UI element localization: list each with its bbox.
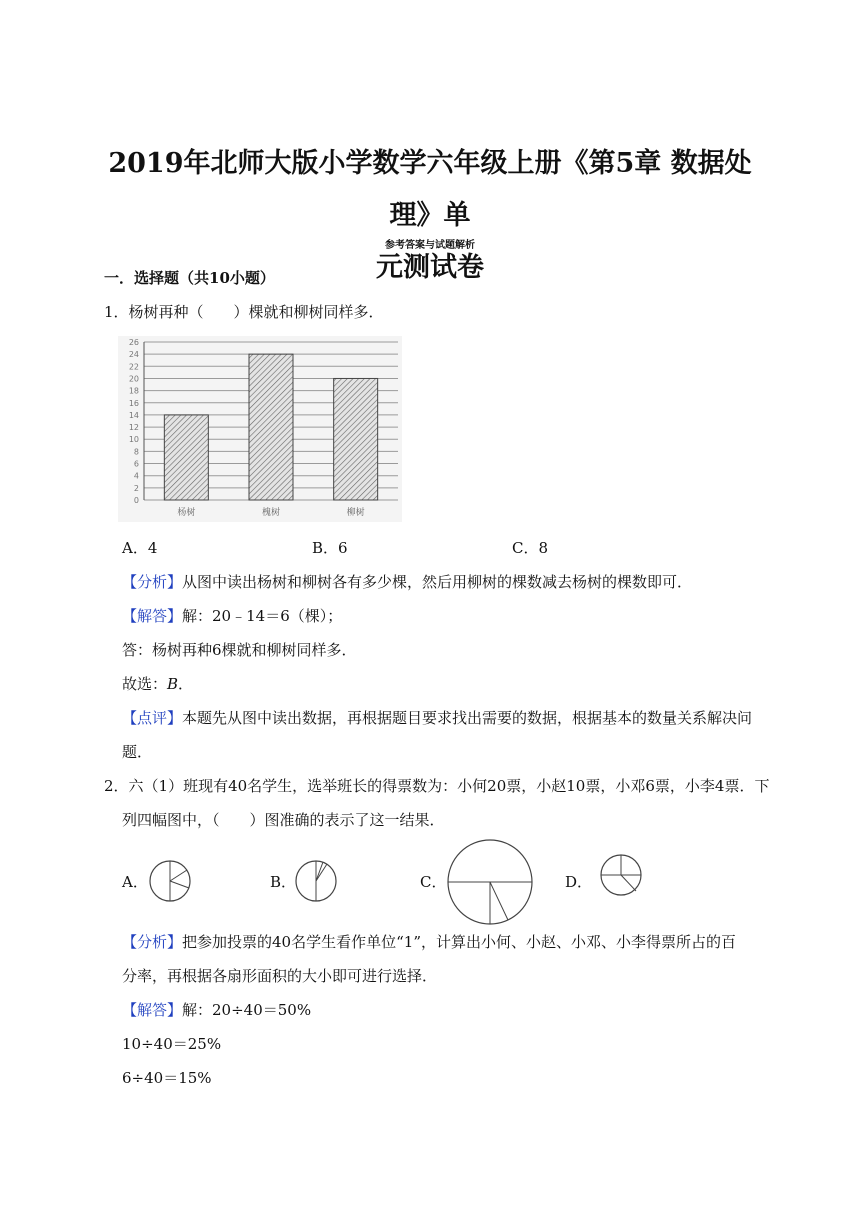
choice-prefix: 故选：	[122, 675, 168, 693]
q2-option-b[interactable]: B．	[270, 873, 297, 891]
y-tick-label: 24	[128, 350, 139, 360]
analysis-tag: 【分析】	[122, 933, 183, 951]
q2-calc-line-1: 10÷40＝25%	[122, 1035, 222, 1053]
q1-choice	[122, 674, 193, 694]
q1-review	[122, 708, 752, 728]
x-tick-label: 柳树	[346, 508, 365, 518]
y-tick-label: 12	[128, 423, 139, 433]
q2-calc-line-2: 6÷40＝15%	[122, 1069, 212, 1087]
solution-tag: 【解答】	[122, 607, 183, 625]
analysis-text: 从图中读出杨树和柳树各有多少棵，然后用柳树的棵数减去杨树的棵数即可．	[182, 573, 693, 591]
y-tick-label: 10	[128, 435, 139, 445]
choice-suffix: ．	[178, 675, 194, 693]
analysis-tag: 【分析】	[122, 573, 183, 591]
pie-option-d-icon[interactable]	[598, 852, 644, 898]
pie-option-b-icon[interactable]	[293, 858, 339, 904]
analysis-text: 把参加投票的40名学生看作单位“1”，计算出小何、小赵、小邓、小李得票所占的百	[182, 933, 736, 951]
solution-tag: 【解答】	[122, 1001, 183, 1019]
q1-option-c[interactable]: C．8	[512, 539, 549, 557]
bar	[334, 378, 378, 500]
y-tick-label: 8	[133, 447, 139, 457]
x-tick-label: 槐树	[261, 508, 281, 518]
q1-answer: 答：杨树再种6棵就和柳树同样多．	[122, 641, 357, 659]
y-tick-label: 14	[128, 410, 139, 420]
q2-analysis-cont: 分率，再根据各扇形面积的大小即可进行选择．	[122, 967, 438, 985]
bar-chart	[118, 336, 402, 522]
solution-text: 解：20÷40＝50%	[182, 1001, 312, 1019]
bar	[164, 415, 208, 500]
review-text: 本题先从图中读出数据，再根据题目要求找出需要的数据，根据基本的数量关系解决问	[182, 709, 753, 727]
q1-option-b[interactable]: B．6	[312, 539, 348, 557]
x-tick-label: 杨树	[177, 508, 196, 518]
q1-option-a[interactable]: A．4	[122, 539, 158, 557]
y-tick-label: 26	[128, 338, 139, 347]
q1-stem: 1．杨树再种（ ）棵就和柳树同样多．	[104, 303, 384, 321]
y-tick-label: 2	[133, 483, 139, 493]
review-tag: 【点评】	[122, 709, 183, 727]
choice-letter: B	[167, 675, 179, 693]
q2-option-d[interactable]: D．	[565, 873, 593, 891]
q2-option-c[interactable]: C．	[420, 873, 447, 891]
q2-stem-line-1: 2．六（1）班现有40名学生，选举班长的得票数为：小何20票，小赵10票，小邓6票，小李4票．下	[104, 777, 770, 795]
q2-analysis	[122, 932, 736, 952]
y-tick-label: 6	[133, 459, 139, 469]
y-tick-label: 18	[128, 386, 139, 396]
subtitle: 参考答案与试题解析	[385, 240, 475, 251]
q2-solution	[122, 1000, 311, 1020]
q1-review-cont: 题．	[122, 743, 153, 761]
solution-text: 解：20﹣14＝6（棵）；	[182, 607, 343, 625]
y-tick-label: 16	[128, 398, 139, 408]
y-tick-label: 0	[133, 496, 139, 505]
q2-stem-line-2: 列四幅图中，（ ）图准确的表示了这一结果．	[122, 811, 445, 829]
bar	[249, 354, 293, 500]
q1-solution	[122, 606, 342, 626]
section-heading: 一．选择题（共10小题）	[104, 269, 275, 287]
q1-analysis	[122, 572, 692, 592]
q2-option-a[interactable]: A．	[122, 873, 148, 891]
title-line-2: 元测试卷	[376, 252, 484, 283]
pie-option-c-icon[interactable]	[446, 838, 534, 926]
y-tick-label: 4	[133, 471, 139, 481]
title-line-1: 2019年北师大版小学数学六年级上册《第5章 数据处理》单	[108, 148, 752, 231]
pie-option-a-icon[interactable]	[147, 858, 193, 904]
y-tick-label: 20	[128, 374, 139, 384]
y-tick-label: 22	[128, 362, 139, 372]
